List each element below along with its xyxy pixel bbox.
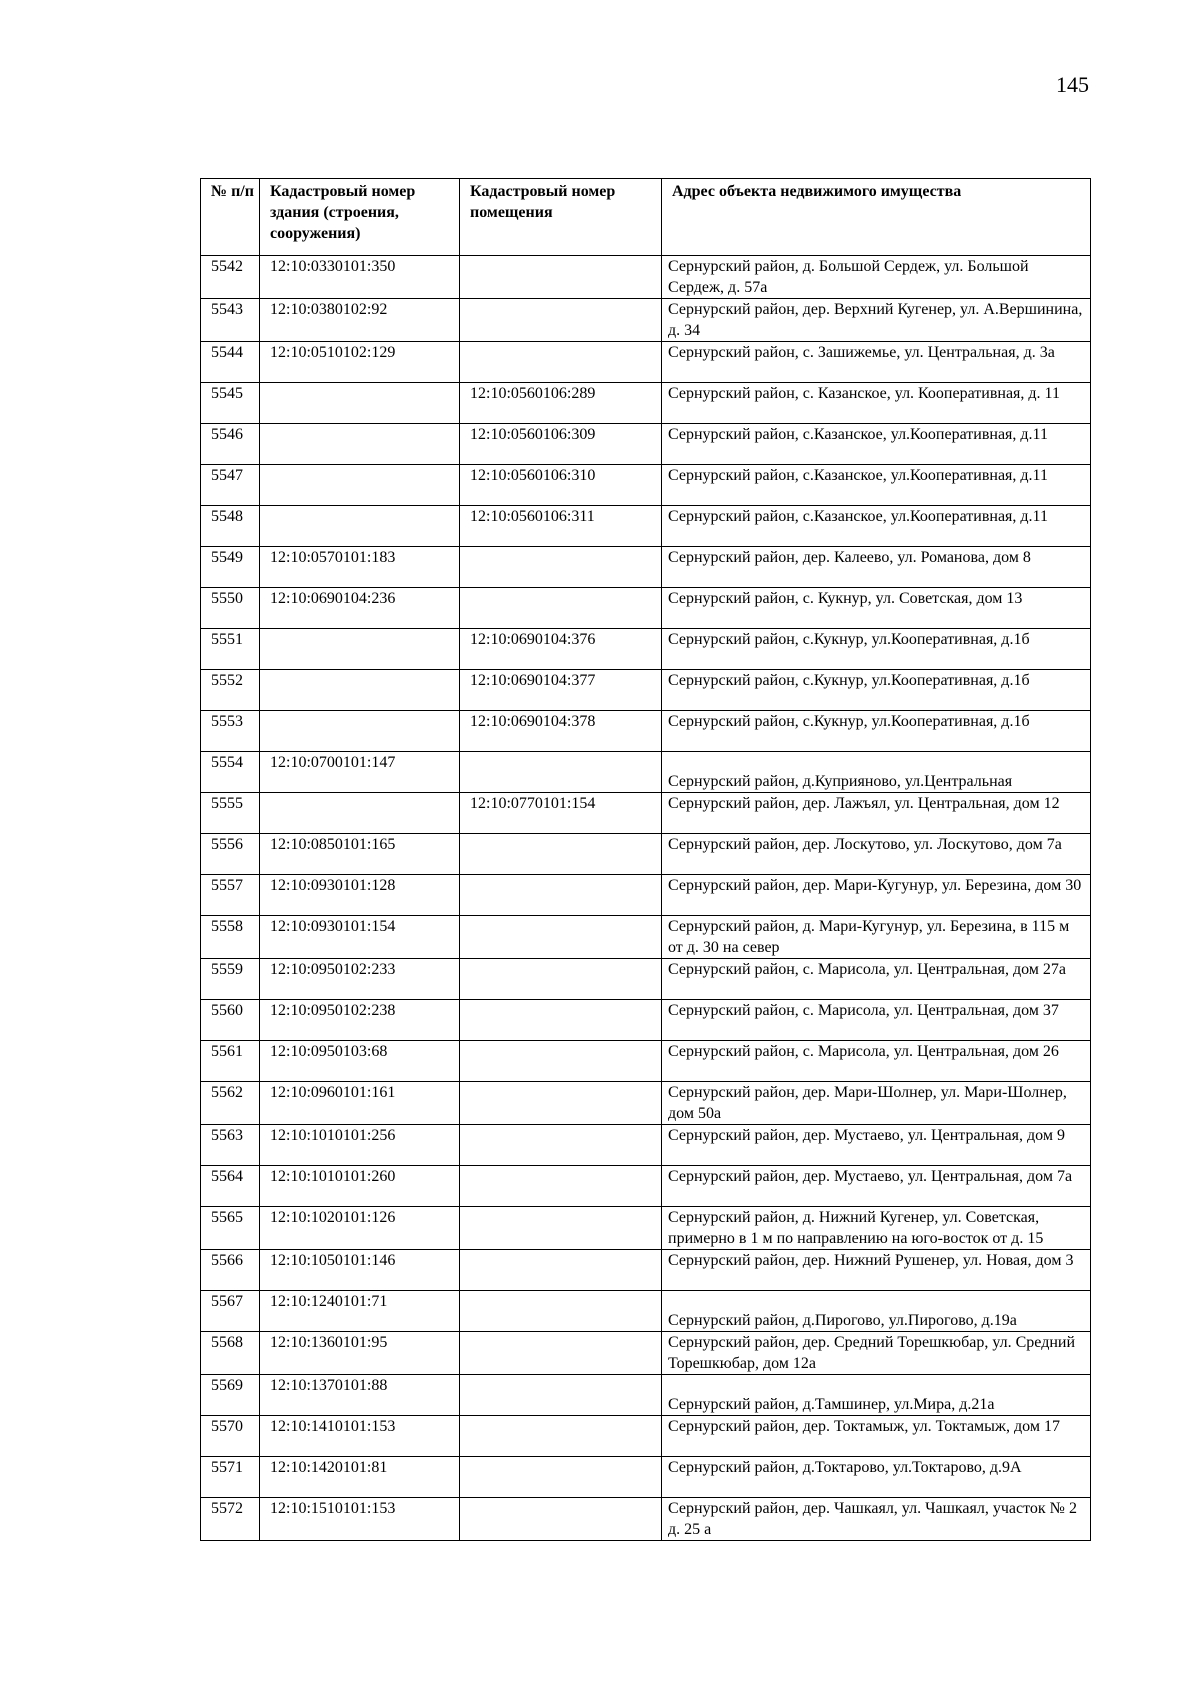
premise-cadastral-number xyxy=(460,1125,662,1166)
table-row xyxy=(201,547,1091,588)
table-row xyxy=(201,752,1091,793)
table-row xyxy=(201,1375,1091,1416)
row-number: 5558 xyxy=(201,916,260,959)
property-table xyxy=(200,178,1091,1541)
header-building-cadastral: Кадастровый номер здания (строения, сооружения) xyxy=(260,179,460,256)
table-row xyxy=(201,1166,1091,1207)
table-row xyxy=(201,1416,1091,1457)
address: Сернурский район, с. Зашижемье, ул. Центральная, д. 3а xyxy=(662,342,1091,383)
table-row xyxy=(201,711,1091,752)
premise-cadastral-number xyxy=(460,916,662,959)
address: Сернурский район, д. Мари-Кугунур, ул. Березина, в 115 м от д. 30 на север xyxy=(662,916,1091,959)
row-number: 5544 xyxy=(201,342,260,383)
building-cadastral-number xyxy=(260,793,460,834)
row-number: 5560 xyxy=(201,1000,260,1041)
building-cadastral-number: 12:10:0950103:68 xyxy=(260,1041,460,1082)
premise-cadastral-number xyxy=(460,875,662,916)
building-cadastral-number xyxy=(260,465,460,506)
building-cadastral-number: 12:10:0570101:183 xyxy=(260,547,460,588)
table-row xyxy=(201,1041,1091,1082)
address: Сернурский район, с. Марисола, ул. Центральная, дом 26 xyxy=(662,1041,1091,1082)
premise-cadastral-number xyxy=(460,1332,662,1375)
building-cadastral-number: 12:10:0690104:236 xyxy=(260,588,460,629)
row-number: 5565 xyxy=(201,1207,260,1250)
address: Сернурский район, д.Тамшинер, ул.Мира, д.21а xyxy=(662,1375,1091,1416)
premise-cadastral-number xyxy=(460,1416,662,1457)
address: Сернурский район, дер. Мустаево, ул. Центральная, дом 7а xyxy=(662,1166,1091,1207)
premise-cadastral-number xyxy=(460,834,662,875)
address: Сернурский район, д.Токтарово, ул.Токтарово, д.9А xyxy=(662,1457,1091,1498)
address: Сернурский район, с. Марисола, ул. Центральная, дом 27а xyxy=(662,959,1091,1000)
row-number: 5555 xyxy=(201,793,260,834)
premise-cadastral-number xyxy=(460,1291,662,1332)
building-cadastral-number: 12:10:1420101:81 xyxy=(260,1457,460,1498)
row-number: 5561 xyxy=(201,1041,260,1082)
premise-cadastral-number xyxy=(460,1000,662,1041)
building-cadastral-number xyxy=(260,629,460,670)
address: Сернурский район, дер. Средний Торешкюбар, ул. Средний Торешкюбар, дом 12а xyxy=(662,1332,1091,1375)
building-cadastral-number: 12:10:0380102:92 xyxy=(260,299,460,342)
building-cadastral-number: 12:10:1020101:126 xyxy=(260,1207,460,1250)
building-cadastral-number: 12:10:1240101:71 xyxy=(260,1291,460,1332)
building-cadastral-number xyxy=(260,711,460,752)
premise-cadastral-number xyxy=(460,1375,662,1416)
premise-cadastral-number xyxy=(460,1041,662,1082)
premise-cadastral-number xyxy=(460,959,662,1000)
premise-cadastral-number xyxy=(460,1250,662,1291)
row-number: 5553 xyxy=(201,711,260,752)
premise-cadastral-number xyxy=(460,1498,662,1541)
building-cadastral-number: 12:10:0510102:129 xyxy=(260,342,460,383)
premise-cadastral-number xyxy=(460,752,662,793)
row-number: 5545 xyxy=(201,383,260,424)
premise-cadastral-number xyxy=(460,1082,662,1125)
row-number: 5570 xyxy=(201,1416,260,1457)
building-cadastral-number: 12:10:1050101:146 xyxy=(260,1250,460,1291)
building-cadastral-number: 12:10:1360101:95 xyxy=(260,1332,460,1375)
table-row xyxy=(201,424,1091,465)
table-row xyxy=(201,916,1091,959)
address: Сернурский район, д.Куприяново, ул.Центральная xyxy=(662,752,1091,793)
premise-cadastral-number: 12:10:0560106:311 xyxy=(460,506,662,547)
row-number: 5568 xyxy=(201,1332,260,1375)
premise-cadastral-number: 12:10:0690104:378 xyxy=(460,711,662,752)
table-row xyxy=(201,1457,1091,1498)
building-cadastral-number: 12:10:0950102:238 xyxy=(260,1000,460,1041)
address: Сернурский район, с.Казанское, ул.Кооперативная, д.11 xyxy=(662,424,1091,465)
premise-cadastral-number: 12:10:0560106:289 xyxy=(460,383,662,424)
table-row xyxy=(201,342,1091,383)
address: Сернурский район, с. Марисола, ул. Центральная, дом 37 xyxy=(662,1000,1091,1041)
table-row xyxy=(201,1000,1091,1041)
row-number: 5564 xyxy=(201,1166,260,1207)
table-row xyxy=(201,793,1091,834)
header-address: Адрес объекта недвижимого имущества xyxy=(662,179,1091,256)
row-number: 5552 xyxy=(201,670,260,711)
table-row xyxy=(201,875,1091,916)
premise-cadastral-number xyxy=(460,1207,662,1250)
row-number: 5551 xyxy=(201,629,260,670)
table-row xyxy=(201,465,1091,506)
premise-cadastral-number xyxy=(460,1166,662,1207)
premise-cadastral-number xyxy=(460,547,662,588)
row-number: 5571 xyxy=(201,1457,260,1498)
address: Сернурский район, д. Нижний Кугенер, ул. Советская, примерно в 1 м по направлению на юго-восток от д. 15 xyxy=(662,1207,1091,1250)
table-row xyxy=(201,588,1091,629)
table-row xyxy=(201,506,1091,547)
table-row xyxy=(201,1250,1091,1291)
address: Сернурский район, с. Казанское, ул. Кооперативная, д. 11 xyxy=(662,383,1091,424)
table-row xyxy=(201,959,1091,1000)
header-premise-cadastral: Кадастровый номер помещения xyxy=(460,179,662,256)
building-cadastral-number xyxy=(260,383,460,424)
address: Сернурский район, дер. Лоскутово, ул. Лоскутово, дом 7а xyxy=(662,834,1091,875)
address: Сернурский район, с. Кукнур, ул. Советская, дом 13 xyxy=(662,588,1091,629)
address: Сернурский район, дер. Токтамыж, ул. Токтамыж, дом 17 xyxy=(662,1416,1091,1457)
premise-cadastral-number: 12:10:0560106:310 xyxy=(460,465,662,506)
premise-cadastral-number xyxy=(460,1457,662,1498)
building-cadastral-number: 12:10:0930101:154 xyxy=(260,916,460,959)
row-number: 5562 xyxy=(201,1082,260,1125)
table-row xyxy=(201,1291,1091,1332)
premise-cadastral-number xyxy=(460,256,662,299)
building-cadastral-number xyxy=(260,670,460,711)
building-cadastral-number xyxy=(260,506,460,547)
building-cadastral-number: 12:10:0950102:233 xyxy=(260,959,460,1000)
row-number: 5550 xyxy=(201,588,260,629)
address: Сернурский район, дер. Калеево, ул. Романова, дом 8 xyxy=(662,547,1091,588)
row-number: 5559 xyxy=(201,959,260,1000)
row-number: 5554 xyxy=(201,752,260,793)
premise-cadastral-number: 12:10:0560106:309 xyxy=(460,424,662,465)
table-row xyxy=(201,1082,1091,1125)
address: Сернурский район, с.Кукнур, ул.Кооперативная, д.1б xyxy=(662,629,1091,670)
premise-cadastral-number: 12:10:0690104:376 xyxy=(460,629,662,670)
building-cadastral-number: 12:10:1010101:256 xyxy=(260,1125,460,1166)
address: Сернурский район, дер. Верхний Кугенер, ул. А.Вершинина, д. 34 xyxy=(662,299,1091,342)
premise-cadastral-number: 12:10:0770101:154 xyxy=(460,793,662,834)
row-number: 5569 xyxy=(201,1375,260,1416)
building-cadastral-number: 12:10:0330101:350 xyxy=(260,256,460,299)
row-number: 5557 xyxy=(201,875,260,916)
row-number: 5547 xyxy=(201,465,260,506)
premise-cadastral-number xyxy=(460,342,662,383)
address: Сернурский район, дер. Чашкаял, ул. Чашкаял, участок № 2 д. 25 а xyxy=(662,1498,1091,1541)
building-cadastral-number: 12:10:1010101:260 xyxy=(260,1166,460,1207)
row-number: 5566 xyxy=(201,1250,260,1291)
address: Сернурский район, с.Кукнур, ул.Кооперативная, д.1б xyxy=(662,711,1091,752)
address: Сернурский район, с.Казанское, ул.Кооперативная, д.11 xyxy=(662,465,1091,506)
building-cadastral-number: 12:10:0960101:161 xyxy=(260,1082,460,1125)
table-row xyxy=(201,1498,1091,1541)
address: Сернурский район, с.Казанское, ул.Кооперативная, д.11 xyxy=(662,506,1091,547)
building-cadastral-number xyxy=(260,424,460,465)
table-row xyxy=(201,1332,1091,1375)
address: Сернурский район, с.Кукнур, ул.Кооперативная, д.1б xyxy=(662,670,1091,711)
row-number: 5549 xyxy=(201,547,260,588)
table-row xyxy=(201,670,1091,711)
row-number: 5543 xyxy=(201,299,260,342)
premise-cadastral-number xyxy=(460,588,662,629)
address: Сернурский район, дер. Мустаево, ул. Центральная, дом 9 xyxy=(662,1125,1091,1166)
row-number: 5546 xyxy=(201,424,260,465)
building-cadastral-number: 12:10:1510101:153 xyxy=(260,1498,460,1541)
table-body xyxy=(201,256,1091,1541)
table-row xyxy=(201,383,1091,424)
building-cadastral-number: 12:10:1370101:88 xyxy=(260,1375,460,1416)
table-row xyxy=(201,1207,1091,1250)
row-number: 5556 xyxy=(201,834,260,875)
address: Сернурский район, дер. Мари-Шолнер, ул. Мари-Шолнер, дом 50а xyxy=(662,1082,1091,1125)
row-number: 5563 xyxy=(201,1125,260,1166)
building-cadastral-number: 12:10:0700101:147 xyxy=(260,752,460,793)
header-number: № п/п xyxy=(201,179,260,256)
address: Сернурский район, дер. Нижний Рушенер, ул. Новая, дом 3 xyxy=(662,1250,1091,1291)
premise-cadastral-number xyxy=(460,299,662,342)
table-row xyxy=(201,1125,1091,1166)
building-cadastral-number: 12:10:0850101:165 xyxy=(260,834,460,875)
row-number: 5567 xyxy=(201,1291,260,1332)
table-row xyxy=(201,629,1091,670)
premise-cadastral-number: 12:10:0690104:377 xyxy=(460,670,662,711)
row-number: 5542 xyxy=(201,256,260,299)
table-row xyxy=(201,834,1091,875)
table-header-row xyxy=(201,179,1091,256)
page-number: 145 xyxy=(1056,72,1089,97)
building-cadastral-number: 12:10:0930101:128 xyxy=(260,875,460,916)
table-row xyxy=(201,256,1091,299)
address: Сернурский район, дер. Лажъял, ул. Центральная, дом 12 xyxy=(662,793,1091,834)
table-row xyxy=(201,299,1091,342)
building-cadastral-number: 12:10:1410101:153 xyxy=(260,1416,460,1457)
address: Сернурский район, д.Пирогово, ул.Пирогово, д.19а xyxy=(662,1291,1091,1332)
row-number: 5572 xyxy=(201,1498,260,1541)
address: Сернурский район, дер. Мари-Кугунур, ул. Березина, дом 30 xyxy=(662,875,1091,916)
address: Сернурский район, д. Большой Сердеж, ул. Большой Сердеж, д. 57а xyxy=(662,256,1091,299)
row-number: 5548 xyxy=(201,506,260,547)
